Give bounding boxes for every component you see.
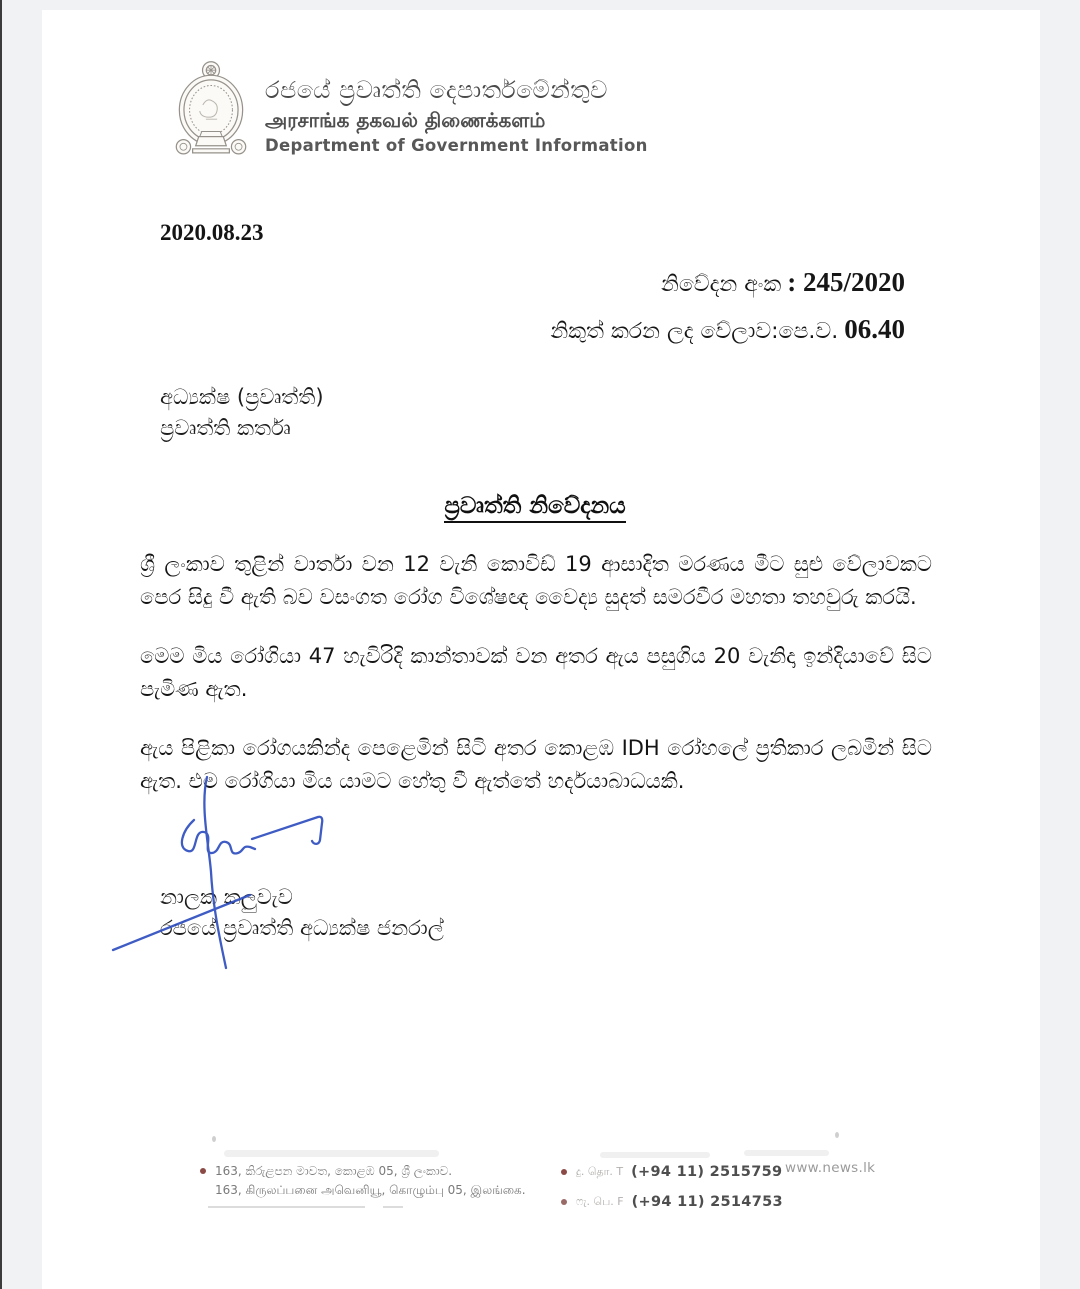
fax-number: (+94 11) 2514753 [631, 1194, 783, 1210]
letter-date: 2020.08.23 [160, 220, 264, 245]
scan-speck [835, 1132, 839, 1138]
release-meta-block [550, 260, 905, 354]
scan-smudge [744, 1150, 829, 1156]
scan-smudge [224, 1150, 439, 1157]
addressee-block [160, 382, 324, 444]
addressee-news-editor: ප්‍රවෘත්ති කර්තෘ [160, 416, 291, 440]
addressee-director-news: අධ්‍යක්ෂ (ප්‍රවෘත්ති) [160, 385, 324, 409]
scan-underline [208, 1206, 365, 1208]
paragraph-patient-details: මෙම මිය රෝගියා 47 හැවිරිදි කාන්තාවක් වන අතර ඇය පසුගිය 20 වැනිදා ඉන්දියාවේ සිට පැමිණ ඇත. [140, 644, 932, 701]
telephone-number: (+94 11) 2515759 [631, 1164, 783, 1180]
address-bullet-icon [200, 1168, 206, 1174]
scan-speck [212, 1136, 216, 1142]
paragraph-cause-of-death: ඇය පිළිකා රෝගයකින්ද පෙළෙමින් සිටි අතර කොළඹ IDH රෝහලේ ප්‍රතිකාර ලබමින් සිට ඇත. එම රෝගියා මිය යාමට හේතු වී ඇත්තේ හර්දයාබාධයකි. [140, 736, 932, 793]
department-name-english: Department of Government Information [265, 135, 648, 155]
department-name-tamil: அரசாங்க தகவல் திணைக்களம் [265, 107, 546, 132]
release-number-line [550, 260, 905, 307]
department-name-sinhala: රජයේ ප්‍රවෘත්ති දෙපාර්තමේන්තුව [265, 76, 608, 104]
footer-contact-block [561, 1160, 783, 1220]
telephone-label: දු. தொ. T [576, 1164, 624, 1178]
issued-time-value: 06.40 [844, 314, 905, 344]
release-number-value: : 245/2020 [787, 267, 905, 297]
paragraph-covid-death-confirmation: ශ්‍රී ලංකාව තුළින් වාර්තා වන 12 වැනි කොවිඩ් 19 ආසාදිත මරණය මීට සුළු වේලාවකට පෙර සිදු වී ඇති බව වසංගත රෝග විශේෂඥ වෛද්‍ය සුදත් සමරවීර මහතා තහවුරු කරයි. [140, 552, 932, 609]
website-url: www.news.lk [785, 1160, 876, 1176]
scan-underline [383, 1206, 403, 1208]
fax-label: ෆැ. பெ. F [576, 1194, 624, 1208]
issued-time-label: නිකුත් කරන ලද වේලාව:පෙ.ව. [550, 319, 839, 344]
scan-smudge [600, 1152, 710, 1158]
signatory-name: නාලක කලුවැව [160, 885, 293, 909]
left-edge-line [0, 0, 2, 1289]
letterhead-department-block [265, 76, 648, 156]
address-tamil: 163, கிருலப்பனை அவெனியூ, கொழும்பு 05, இலங்கை. [215, 1183, 526, 1197]
signatory-title: රජයේ ප්‍රවෘත්ති අධ්‍යක්ෂ ජනරාල් [160, 916, 444, 940]
footer-address-block [200, 1162, 526, 1200]
national-emblem-icon [175, 60, 247, 158]
telephone-line [561, 1160, 783, 1184]
fax-bullet-icon [561, 1199, 567, 1205]
fax-line [561, 1190, 783, 1214]
press-release-title: ප්‍රවෘත්ති නිවේදනය [444, 493, 625, 523]
phone-bullet-icon [561, 1169, 567, 1175]
issued-time-line [550, 307, 905, 354]
address-sinhala: 163, කිරුළපන මාවත, කොළඹ 05, ශ්‍රී ලංකාව. [215, 1164, 453, 1178]
press-release-title-wrap [140, 493, 930, 523]
footer-address-lines [215, 1162, 526, 1200]
letter-body [140, 548, 932, 824]
document-page [42, 10, 1040, 1289]
signatory-block [160, 882, 444, 944]
release-number-label: නිවේදන අංක [660, 272, 782, 297]
